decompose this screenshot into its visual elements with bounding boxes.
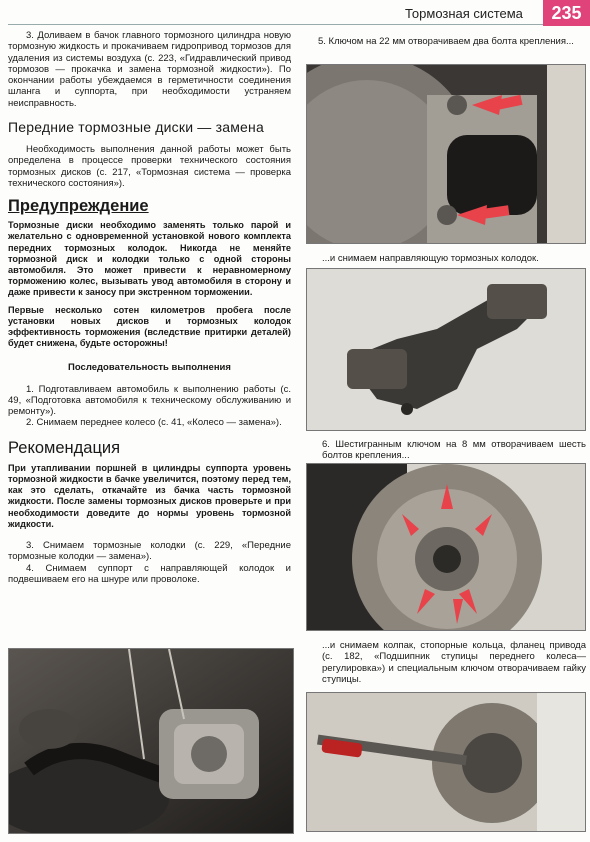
need-paragraph: Необходимость выполнения данной работы может быть определена в процессе проверки технического состояния тормозных дисков (с. 217, «Тормозная система — проверка технического состояния»). (8, 144, 291, 189)
recommendation-title: Рекомендация (8, 438, 121, 457)
photo-guide-bracket (306, 268, 586, 431)
photo-hub-bolts (306, 463, 586, 631)
step-3: 3. Снимаем тормозные колодки (с. 229, «Передние тормозные колодки — замена»). (8, 539, 291, 563)
photo-hub-nut-wrench (306, 692, 586, 832)
caption-guide: ...и снимаем направляющую тормозных колодок. (322, 253, 539, 264)
warning-paragraph-1: Тормозные диски необходимо заменять только парой и желательно с одновременной установкой нового комплекта передних тормозных колодок. Никогда не меняйте тормозной диск и колодки только с одной стороны автомобиля. Это может привести к неравномерному торможению колес, вызывать увод автомобиля в сторону и даже привести к заносу при экстренном торможении. (8, 220, 291, 298)
recommendation-text: При утапливании поршней в цилиндры суппорта уровень тормозной жидкости в бачке увеличится, поэтому перед тем, как это сделать, откачайте из бачка часть тормозной жидкости. После замены тормозных дисков проверьте и при необходимости доведите до нормы уровень тормозной жидкости. (8, 462, 291, 529)
caption-cap: ...и снимаем колпак, стопорные кольца, фланец привода (с. 182, «Подшипник ступицы переднего колеса— регулировка») и специальным ключом отворачиваем гайку ступицы. (322, 640, 586, 685)
sequence-title: Последовательность выполнения (68, 361, 231, 373)
step-2: 2. Снимаем переднее колесо (с. 41, «Колесо — замена»). (26, 417, 282, 429)
photo-caliper-bolts (306, 64, 586, 244)
step-6: 6. Шестигранным ключом на 8 мм отворачиваем шесть болтов крепления... (322, 439, 586, 462)
step-4: 4. Снимаем суппорт с направляющей колодок и подвешиваем его на шнуре или проволоке. (8, 562, 291, 585)
warning-title: Предупреждение (8, 197, 149, 216)
header-rule (8, 24, 543, 25)
section-title: Передние тормозные диски — замена (8, 119, 264, 136)
page-number-badge: 235 (543, 0, 590, 26)
warning-paragraph-2: Первые несколько сотен километров пробега после установки новых дисков и тормозных колодок эффективность торможения (вследствие притирки деталей) будет снижена, будьте осторожны! (8, 304, 291, 349)
step-5: 5. Ключом на 22 мм отворачиваем два болта крепления... (318, 36, 574, 47)
photo-caliper-hung (8, 648, 294, 834)
left-column (8, 30, 291, 585)
step-1: 1. Подготавливаем автомобиль к выполнению работы (с. 49, «Подготовка автомобиля к техническому обслуживанию и ремонту»). (8, 383, 291, 418)
page-header-title: Тормозная система (405, 6, 523, 21)
intro-paragraph: 3. Доливаем в бачок главного тормозного цилиндра новую тормозную жидкость и прокачиваем гидропривод тормозов для удаления из системы воздуха (с. 223, «Гидравлический привод тормозов — прокачка и замена тормозной жидкости»). По окончании работы убеждаемся в герметичности соединения шланга и суппорта, при необходимости устраняем неисправность. (8, 30, 291, 109)
